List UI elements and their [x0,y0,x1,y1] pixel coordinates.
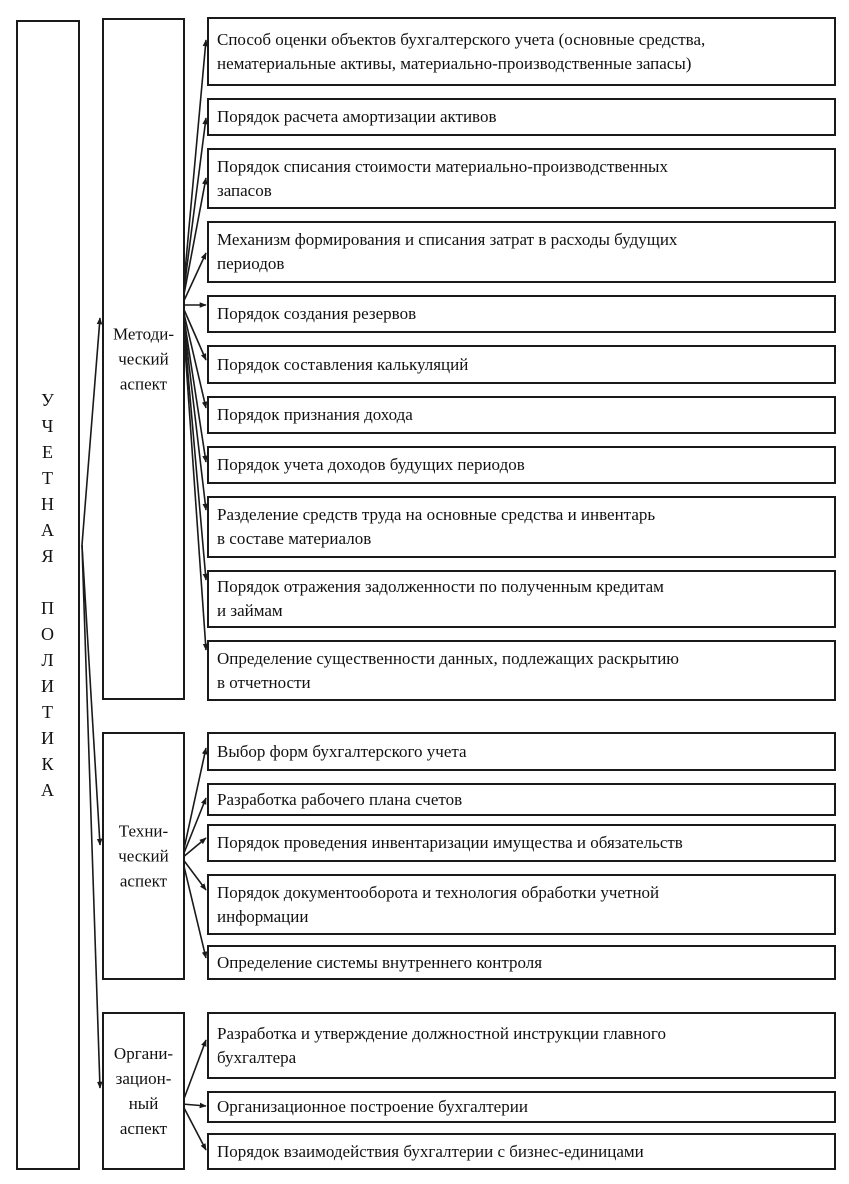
aspect-box-technical [102,732,185,980]
root-letter: Т [42,702,54,722]
root-box-accounting-policy [16,20,80,1170]
arrow-methodical-to-item [182,178,206,305]
root-letter: И [41,728,55,748]
aspect-label-technical: Техни- ческий аспект [118,821,169,891]
item-box-deferred-expenses: Механизм формирования и списания затрат в расходы будущих периодов [207,221,836,283]
item-box-loan-debt: Порядок отражения задолженности по полученным кредитам и займам [207,570,836,628]
item-box-costing: Порядок составления калькуляций [207,345,836,384]
root-letter: К [41,754,55,774]
root-letter: Л [41,650,55,670]
aspect-label-organizational: Органи- зацион- ный аспект [113,1044,174,1138]
item-box-department-structure: Организационное построение бухгалтерии [207,1091,836,1123]
item-box-inventory-count: Порядок проведения инвентаризации имущества и обязательств [207,824,836,862]
arrow-root-to-organizational [82,545,100,1088]
aspect-label-methodical: Методи- ческий аспект [112,324,175,394]
item-box-amortization: Порядок расчета амортизации активов [207,98,836,136]
root-letter: Е [42,442,54,462]
root-letter: А [41,520,55,540]
item-box-reserves: Порядок создания резервов [207,295,836,333]
arrow-root-to-methodical [82,318,100,545]
item-box-fixed-assets-separation: Разделение средств труда на основные средства и инвентарь в составе материалов [207,496,836,558]
arrow-organizational-to-item [182,1104,206,1106]
item-box-valuation-method: Способ оценки объектов бухгалтерского учета (основные средства, нематериальные активы, материально-производственные запасы) [207,17,836,86]
item-box-chief-accountant-instruction: Разработка и утверждение должностной инструкции главного бухгалтера [207,1012,836,1079]
item-box-document-flow: Порядок документооборота и технология обработки учетной информации [207,874,836,935]
item-box-internal-control: Определение системы внутреннего контроля [207,945,836,980]
item-box-chart-of-accounts: Разработка рабочего плана счетов [207,783,836,816]
root-title [18,22,78,1168]
item-box-deferred-income: Порядок учета доходов будущих периодов [207,446,836,484]
root-letter: Ч [41,416,55,436]
root-letter: Н [41,494,55,514]
root-letter: Я [41,546,55,566]
item-box-materiality: Определение существенности данных, подлежащих раскрытию в отчетности [207,640,836,701]
arrow-organizational-to-item [182,1040,206,1104]
item-box-business-units-interaction: Порядок взаимодействия бухгалтерии с бизнес-единицами [207,1133,836,1170]
root-letter: У [41,390,55,410]
root-letter: П [41,598,55,618]
root-letter: А [41,780,55,800]
item-box-income-recognition: Порядок признания дохода [207,396,836,434]
root-letter: Т [42,468,54,488]
item-box-accounting-forms: Выбор форм бухгалтерского учета [207,732,836,771]
root-letter: О [41,624,55,644]
arrow-methodical-to-item [182,118,206,305]
aspect-box-organizational [102,1012,185,1170]
arrow-methodical-to-item [182,40,206,305]
item-box-inventory-writeoff: Порядок списания стоимости материально-производственных запасов [207,148,836,209]
root-letter: И [41,676,55,696]
aspect-box-methodical [102,18,185,700]
arrow-organizational-to-item [182,1104,206,1150]
